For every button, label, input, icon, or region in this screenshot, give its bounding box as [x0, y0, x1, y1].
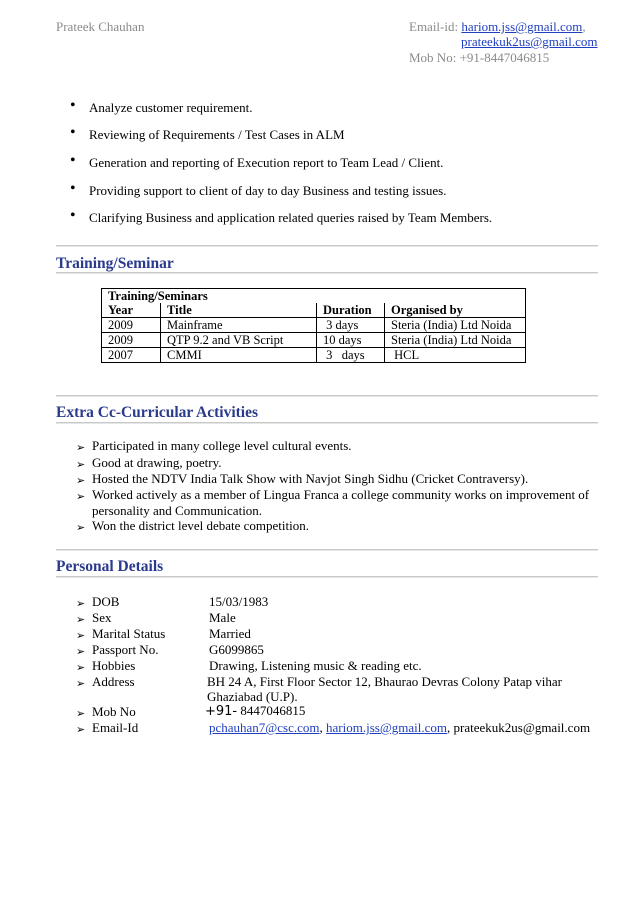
email-separator: , — [319, 720, 327, 735]
table-cell: Steria (India) Ltd Noida — [385, 318, 526, 333]
header-email-line — [409, 19, 586, 35]
list-item-text: Analyze customer requirement. — [89, 100, 253, 115]
section-title-training: Training/Seminar — [56, 255, 174, 272]
list-item: Won the district level debate competition. — [92, 518, 310, 533]
email-separator: , — [447, 720, 454, 735]
list-item-text: Providing support to client of day to day Business and testing issues. — [89, 183, 447, 198]
detail-value-hobbies: Drawing, Listening music & reading etc. — [209, 658, 422, 673]
detail-value-email — [209, 720, 590, 736]
section-divider — [56, 395, 598, 396]
detail-value-address-line1: BH 24 A, First Floor Sector 12, Bhaurao Devras Colony Patap vihar — [207, 674, 562, 689]
list-item-text: Clarifying Business and application related queries raised by Team Members. — [89, 210, 493, 225]
training-table — [101, 288, 526, 363]
table-row — [102, 333, 526, 348]
arrow-bullet-icon: ➢ — [76, 598, 86, 610]
table-cell: 2007 — [102, 348, 161, 363]
table-cell: QTP 9.2 and VB Script — [161, 333, 317, 348]
header-email-sep: , — [582, 19, 586, 34]
table-cell: 2009 — [102, 333, 161, 348]
arrow-bullet-icon: ➢ — [76, 522, 86, 534]
header-name: Prateek Chauhan — [56, 19, 145, 34]
table-caption-row — [102, 289, 526, 304]
section-title-extra: Extra Cc-Curricular Activities — [56, 404, 259, 421]
table-cell: HCL — [385, 348, 526, 363]
section-divider — [56, 422, 598, 423]
table-cell: Steria (India) Ltd Noida — [385, 333, 526, 348]
bullet-icon: • — [70, 207, 76, 224]
email-link-1[interactable]: pchauhan7@csc.com — [209, 720, 320, 735]
arrow-bullet-icon: ➢ — [76, 646, 86, 658]
detail-value-mob — [205, 703, 305, 719]
arrow-bullet-icon: ➢ — [76, 662, 86, 674]
column-header: Organised by — [385, 303, 526, 318]
section-divider — [56, 549, 598, 550]
mob-prefix: +91- — [205, 704, 238, 719]
arrow-bullet-icon: ➢ — [76, 491, 86, 503]
table-cell: CMMI — [161, 348, 317, 363]
arrow-bullet-icon: ➢ — [76, 442, 86, 454]
detail-label-hobbies: Hobbies — [92, 658, 136, 673]
arrow-bullet-icon: ➢ — [76, 475, 86, 487]
arrow-bullet-icon: ➢ — [76, 724, 86, 736]
email-text-3: prateekuk2us@gmail.com — [453, 720, 591, 735]
table-row — [102, 318, 526, 333]
detail-value-dob: 15/03/1983 — [209, 594, 269, 609]
list-item-text: Reviewing of Requirements / Test Cases in ALM — [89, 127, 345, 142]
list-item: Good at drawing, poetry. — [92, 455, 222, 470]
section-divider — [56, 245, 598, 246]
header-email-primary-link[interactable]: hariom.jss@gmail.com — [461, 19, 583, 34]
table-cell: 10 days — [317, 333, 385, 348]
bullet-icon: • — [70, 180, 76, 197]
column-header: Title — [161, 303, 317, 318]
detail-value-marital: Married — [209, 626, 251, 641]
table-cell: 2009 — [102, 318, 161, 333]
arrow-bullet-icon: ➢ — [76, 459, 86, 471]
detail-value-sex: Male — [209, 610, 236, 625]
header-email-label: Email-id: — [409, 19, 459, 34]
section-divider — [56, 272, 598, 273]
arrow-bullet-icon: ➢ — [76, 708, 86, 720]
mob-number: 8447046815 — [237, 703, 306, 718]
arrow-bullet-icon: ➢ — [76, 678, 86, 690]
header-mob-label: Mob No: — [409, 50, 457, 65]
detail-label-marital: Marital Status — [92, 626, 166, 641]
detail-label-email: Email-Id — [92, 720, 139, 735]
list-item-text: Generation and reporting of Execution report to Team Lead / Client. — [89, 155, 444, 170]
detail-value-passport: G6099865 — [209, 642, 264, 657]
table-header-row — [102, 303, 526, 318]
detail-value-address-line2: Ghaziabad (U.P). — [207, 689, 298, 704]
arrow-bullet-icon: ➢ — [76, 614, 86, 626]
detail-label-mob: Mob No — [92, 704, 136, 719]
detail-label-address: Address — [92, 674, 135, 689]
bullet-icon: • — [70, 124, 76, 141]
header-mob-value: +91-8447046815 — [459, 50, 550, 65]
table-row — [102, 348, 526, 363]
bullet-icon: • — [70, 152, 76, 169]
detail-label-sex: Sex — [92, 610, 112, 625]
column-header: Duration — [317, 303, 385, 318]
arrow-bullet-icon: ➢ — [76, 630, 86, 642]
list-item: Worked actively as a member of Lingua Franca a college community works on improvement of — [92, 487, 590, 502]
email-link-2[interactable]: hariom.jss@gmail.com — [326, 720, 448, 735]
bullet-icon: • — [70, 97, 76, 114]
table-cell: 3 days — [317, 348, 385, 363]
column-header: Year — [102, 303, 161, 318]
list-item: Hosted the NDTV India Talk Show with Navjot Singh Sidhu (Cricket Contraversy). — [92, 471, 529, 486]
section-title-personal: Personal Details — [56, 558, 164, 575]
detail-label-dob: DOB — [92, 594, 120, 609]
list-item: Participated in many college level cultural events. — [92, 438, 352, 453]
header-mob-line — [409, 50, 549, 66]
list-item-continuation: personality and Communication. — [92, 503, 263, 518]
section-divider — [56, 576, 598, 577]
header-email-secondary-link[interactable]: prateekuk2us@gmail.com — [461, 34, 598, 49]
table-cell: 3 days — [317, 318, 385, 333]
detail-label-passport: Passport No. — [92, 642, 159, 657]
table-cell: Mainframe — [161, 318, 317, 333]
table-caption: Training/Seminars — [102, 289, 526, 304]
